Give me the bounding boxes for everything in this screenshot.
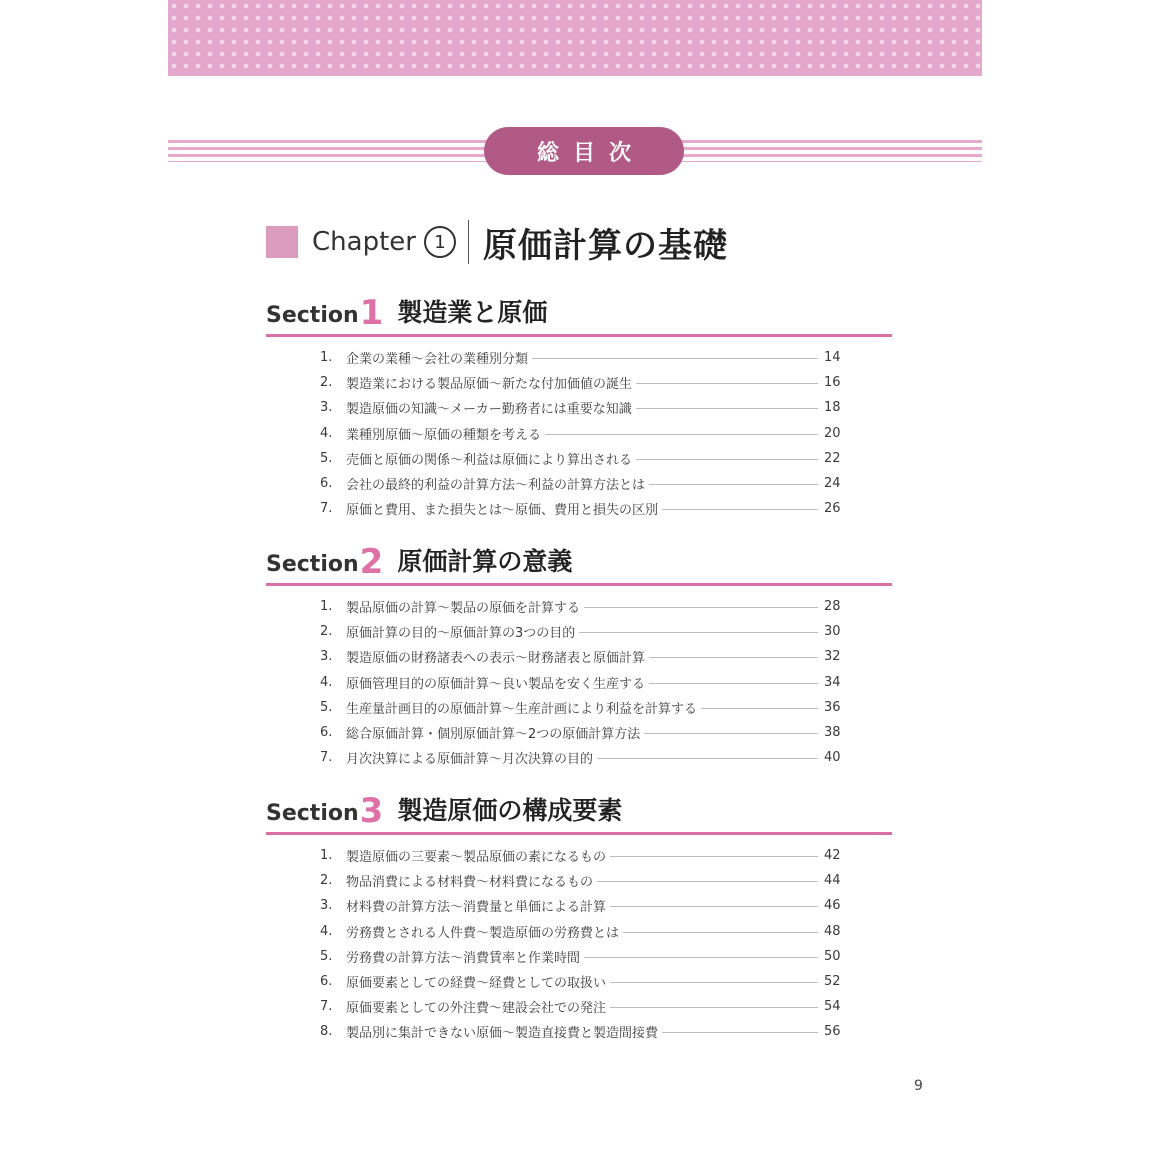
entry-leader <box>623 932 818 933</box>
entry-number: 4. <box>320 425 333 441</box>
entry-number: 6. <box>320 725 333 741</box>
entry-leader <box>644 733 818 734</box>
section-title: 原価計算の意義 <box>397 547 573 576</box>
entry-leader <box>610 906 818 907</box>
entry-number: 5. <box>320 450 333 466</box>
entry-number: 5. <box>320 948 333 964</box>
section-word: Section <box>266 801 359 826</box>
entry-number: 6. <box>320 974 333 990</box>
entry-number: 4. <box>320 923 333 939</box>
entry-leader <box>649 484 818 485</box>
toc-entry[interactable] <box>320 695 840 720</box>
entry-leader <box>610 1007 818 1008</box>
entry-leader <box>610 856 818 857</box>
chapter-label: Chapter <box>312 227 416 257</box>
toc-entry[interactable] <box>320 944 840 969</box>
toc-entry[interactable] <box>320 395 840 420</box>
entry-title: 総合原価計算・個別原価計算～2つの原価計算方法 <box>346 727 641 743</box>
entry-leader <box>649 683 818 684</box>
entry-number: 7. <box>320 999 333 1015</box>
entry-leader <box>701 708 818 709</box>
entry-page: 56 <box>824 1024 841 1040</box>
section-title: 製造原価の構成要素 <box>397 796 623 825</box>
entry-title: 会社の最終的利益の計算方法～利益の計算方法とは <box>346 478 646 494</box>
entry-title: 製造業における製品原価～新たな付加価値の誕生 <box>346 377 633 393</box>
entry-page: 22 <box>824 450 841 466</box>
entry-page: 40 <box>824 750 841 766</box>
toc-entry[interactable] <box>320 745 840 770</box>
entry-title: 原価管理目的の原価計算～良い製品を安く生産する <box>346 676 646 692</box>
section-3 <box>266 784 892 1045</box>
page-title: 総目次 <box>484 127 684 175</box>
entry-number: 3. <box>320 400 333 416</box>
section-number: 3 <box>359 791 384 831</box>
entry-number: 4. <box>320 674 333 690</box>
entry-title: 製造原価の知識～メーカー勤務者には重要な知識 <box>346 402 632 418</box>
page-number: 9 <box>914 1078 923 1094</box>
entry-page: 46 <box>824 898 841 914</box>
entry-title: 物品消費による材料費～材料費になるもの <box>346 875 594 891</box>
section-number: 1 <box>359 293 384 333</box>
toc-entry[interactable] <box>320 644 840 669</box>
entry-leader <box>662 509 818 510</box>
entry-title: 製品別に集計できない原価～製造直接費と製造間接費 <box>346 1026 659 1042</box>
toc-entry[interactable] <box>320 893 840 918</box>
toc-entry[interactable] <box>320 868 840 893</box>
entry-page: 16 <box>824 375 841 391</box>
entry-title: 生産量計画目的の原価計算～生産計画により利益を計算する <box>346 701 698 717</box>
entry-title: 製造原価の財務諸表への表示～財務諸表と原価計算 <box>346 651 646 667</box>
entry-page: 32 <box>824 649 841 665</box>
toc-entry[interactable] <box>320 345 840 370</box>
entry-leader <box>636 408 818 409</box>
entry-page: 38 <box>824 725 841 741</box>
entry-leader <box>636 459 818 460</box>
toc-entry[interactable] <box>320 720 840 745</box>
entry-page: 50 <box>824 948 841 964</box>
toc-entry[interactable] <box>320 446 840 471</box>
section-word: Section <box>266 303 359 328</box>
entry-page: 28 <box>824 599 841 615</box>
header-band <box>168 0 982 76</box>
entry-number: 1. <box>320 848 333 864</box>
entry-number: 1. <box>320 599 333 615</box>
toc-entry[interactable] <box>320 619 840 644</box>
entry-number: 7. <box>320 750 333 766</box>
entry-page: 36 <box>824 699 841 715</box>
entry-title: 企業の業種～会社の業種別分類 <box>346 352 529 368</box>
entry-page: 26 <box>824 501 841 517</box>
toc-entry[interactable] <box>320 969 840 994</box>
entry-number: 6. <box>320 476 333 492</box>
entry-page: 30 <box>824 624 841 640</box>
section-word: Section <box>266 552 359 577</box>
chapter-square-icon <box>266 226 298 258</box>
chapter-heading <box>266 212 866 272</box>
toc-entry[interactable] <box>320 994 840 1019</box>
entry-leader <box>545 434 818 435</box>
entry-leader <box>662 1032 818 1033</box>
entry-title: 製品原価の計算～製品の原価を計算する <box>346 601 581 617</box>
toc-entry[interactable] <box>320 594 840 619</box>
entry-leader <box>636 383 818 384</box>
toc-entry[interactable] <box>320 471 840 496</box>
entry-page: 44 <box>824 873 841 889</box>
entry-number: 7. <box>320 501 333 517</box>
entry-title: 原価と費用、また損失とは～原価、費用と損失の区別 <box>346 503 659 519</box>
entry-page: 48 <box>824 923 841 939</box>
entry-number: 3. <box>320 649 333 665</box>
entry-number: 2. <box>320 624 333 640</box>
entry-leader <box>584 607 818 608</box>
entry-title: 月次決算による原価計算～月次決算の目的 <box>346 752 594 768</box>
entry-leader <box>532 358 818 359</box>
section-number: 2 <box>359 542 384 582</box>
entry-title: 原価要素としての外注費～建設会社での発注 <box>346 1001 607 1017</box>
entry-number: 3. <box>320 898 333 914</box>
entry-leader <box>597 881 818 882</box>
entry-title: 労務費の計算方法～消費賃率と作業時間 <box>346 950 581 966</box>
entry-page: 34 <box>824 674 841 690</box>
toc-entry[interactable] <box>320 843 840 868</box>
entry-title: 売価と原価の関係～利益は原価により算出される <box>346 452 633 468</box>
section-heading <box>266 535 892 586</box>
section-heading <box>266 784 892 835</box>
toc-entry[interactable] <box>320 421 840 446</box>
entry-leader <box>649 657 818 658</box>
entry-title: 労務費とされる人件費～製造原価の労務費とは <box>346 925 620 941</box>
section-title: 製造業と原価 <box>397 298 548 327</box>
entry-title: 材料費の計算方法～消費量と単価による計算 <box>346 900 607 916</box>
entry-title: 製造原価の三要素～製品原価の素になるもの <box>346 850 607 866</box>
entry-leader <box>597 758 818 759</box>
chapter-title: 原価計算の基礎 <box>482 225 728 266</box>
entry-page: 42 <box>824 848 841 864</box>
entry-title: 業種別原価～原価の種類を考える <box>346 427 542 443</box>
entry-number: 2. <box>320 873 333 889</box>
toc-entry[interactable] <box>320 1019 840 1044</box>
entry-page: 24 <box>824 476 841 492</box>
chapter-number: 1 <box>424 226 456 258</box>
entry-title: 原価計算の目的～原価計算の3つの目的 <box>346 626 576 642</box>
toc-entry[interactable] <box>320 496 840 521</box>
entry-page: 52 <box>824 974 841 990</box>
toc-entry[interactable] <box>320 370 840 395</box>
entry-page: 20 <box>824 425 841 441</box>
entry-leader <box>579 632 818 633</box>
section-2 <box>266 535 892 770</box>
entry-page: 18 <box>824 400 841 416</box>
toc-entry[interactable] <box>320 670 840 695</box>
entry-leader <box>584 957 818 958</box>
entry-number: 8. <box>320 1024 333 1040</box>
entry-leader <box>610 982 818 983</box>
entry-number: 1. <box>320 350 333 366</box>
entry-title: 原価要素としての経費～経費としての取扱い <box>346 976 607 992</box>
chapter-divider <box>468 220 469 264</box>
section-heading <box>266 286 892 337</box>
toc-entry[interactable] <box>320 919 840 944</box>
entry-number: 2. <box>320 375 333 391</box>
section-1 <box>266 286 892 521</box>
entry-page: 54 <box>824 999 841 1015</box>
entry-page: 14 <box>824 350 841 366</box>
entry-number: 5. <box>320 699 333 715</box>
